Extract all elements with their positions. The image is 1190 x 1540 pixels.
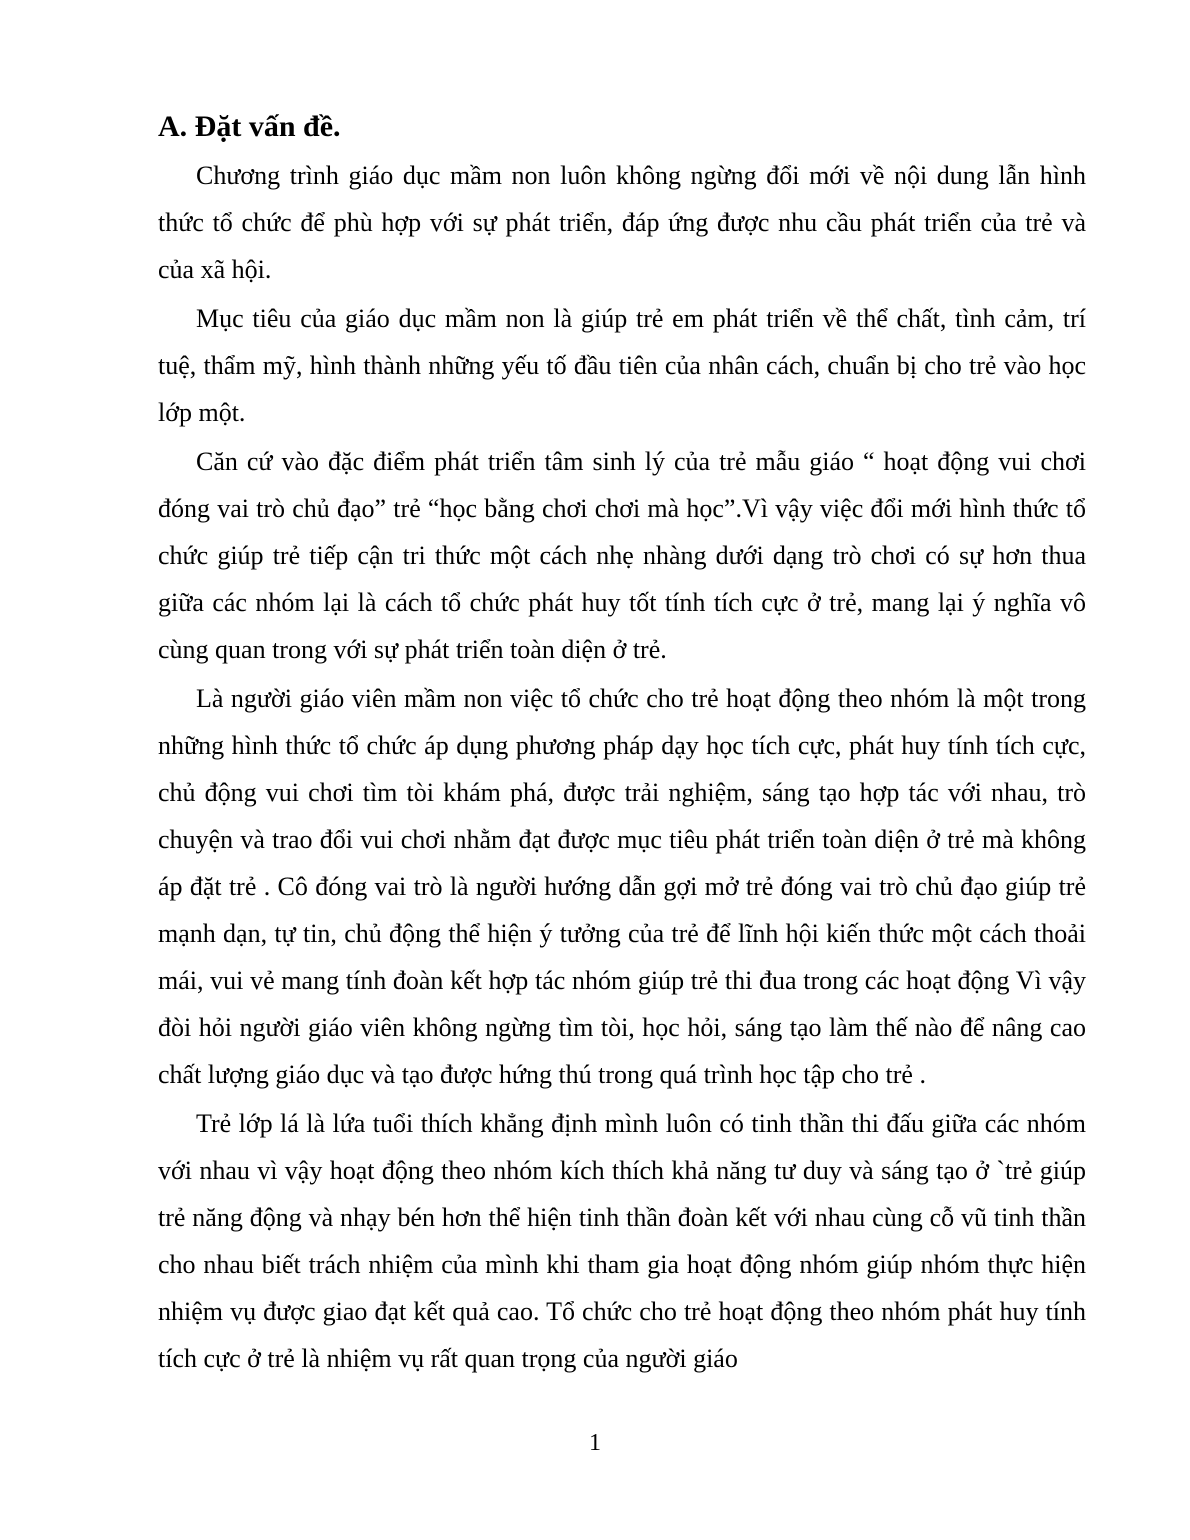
paragraph-3: Căn cứ vào đặc điểm phát triển tâm sinh lý của trẻ mẫu giáo “ hoạt động vui chơi đóng vai trò chủ đạo” trẻ “học bằng chơi chơi mà học”.Vì vậy việc đổi mới hình thức tổ chức giúp trẻ tiếp cận tri thức một cách nhẹ nhàng dưới dạng trò chơi có sự hơn thua giữa các nhóm lại là cách tổ chức phát huy tốt tính tích cực ở trẻ, mang lại ý nghĩa vô cùng quan trong với sự phát triển toàn diện ở trẻ. [158, 447, 1086, 664]
paragraph-2: Mục tiêu của giáo dục mầm non là giúp trẻ em phát triển về thể chất, tình cảm, trí tuệ, thẩm mỹ, hình thành những yếu tố đầu tiên của nhân cách, chuẩn bị cho trẻ vào học lớp một. [158, 304, 1086, 427]
paragraph-1: Chương trình giáo dục mầm non luôn không ngừng đổi mới về nội dung lẫn hình thức tổ chức để phù hợp với sự phát triển, đáp ứng được nhu cầu phát triển của trẻ và của xã hội. [158, 161, 1086, 284]
section-heading: A. Đặt vấn đề. [158, 110, 341, 143]
document-body [158, 152, 1086, 1382]
paragraph-5: Trẻ lớp lá là lứa tuổi thích khẳng định mình luôn có tinh thần thi đấu giữa các nhóm với nhau vì vậy hoạt động theo nhóm kích thích khả năng tư duy và sáng tạo ở `trẻ giúp trẻ năng động và nhạy bén hơn thể hiện tinh thần đoàn kết với nhau cùng cỗ vũ tinh thần cho nhau biết trách nhiệm của mình khi tham gia hoạt động nhóm giúp nhóm thực hiện nhiệm vụ được giao đạt kết quả cao. Tổ chức cho trẻ hoạt động theo nhóm phát huy tính tích cực ở trẻ là nhiệm vụ rất quan trọng của người giáo [158, 1109, 1086, 1373]
page-number: 1 [589, 1430, 601, 1456]
paragraph-4: Là người giáo viên mầm non việc tổ chức cho trẻ hoạt động theo nhóm là một trong những hình thức tổ chức áp dụng phương pháp dạy học tích cực, phát huy tính tích cực, chủ động vui chơi tìm tòi khám phá, được trải nghiệm, sáng tạo hợp tác với nhau, trò chuyện và trao đổi vui chơi nhằm đạt được mục tiêu phát triển toàn diện ở trẻ mà không áp đặt trẻ . Cô đóng vai trò là người hướng dẫn gợi mở trẻ đóng vai trò chủ đạo giúp trẻ mạnh dạn, tự tin, chủ động thể hiện ý tưởng của trẻ để lĩnh hội kiến thức một cách thoải mái, vui vẻ mang tính đoàn kết hợp tác nhóm giúp trẻ thi đua trong các hoạt động Vì vậy đòi hỏi người giáo viên không ngừng tìm tòi, học hỏi, sáng tạo làm thế nào để nâng cao chất lượng giáo dục và tạo được hứng thú trong quá trình học tập cho trẻ . [158, 684, 1086, 1089]
